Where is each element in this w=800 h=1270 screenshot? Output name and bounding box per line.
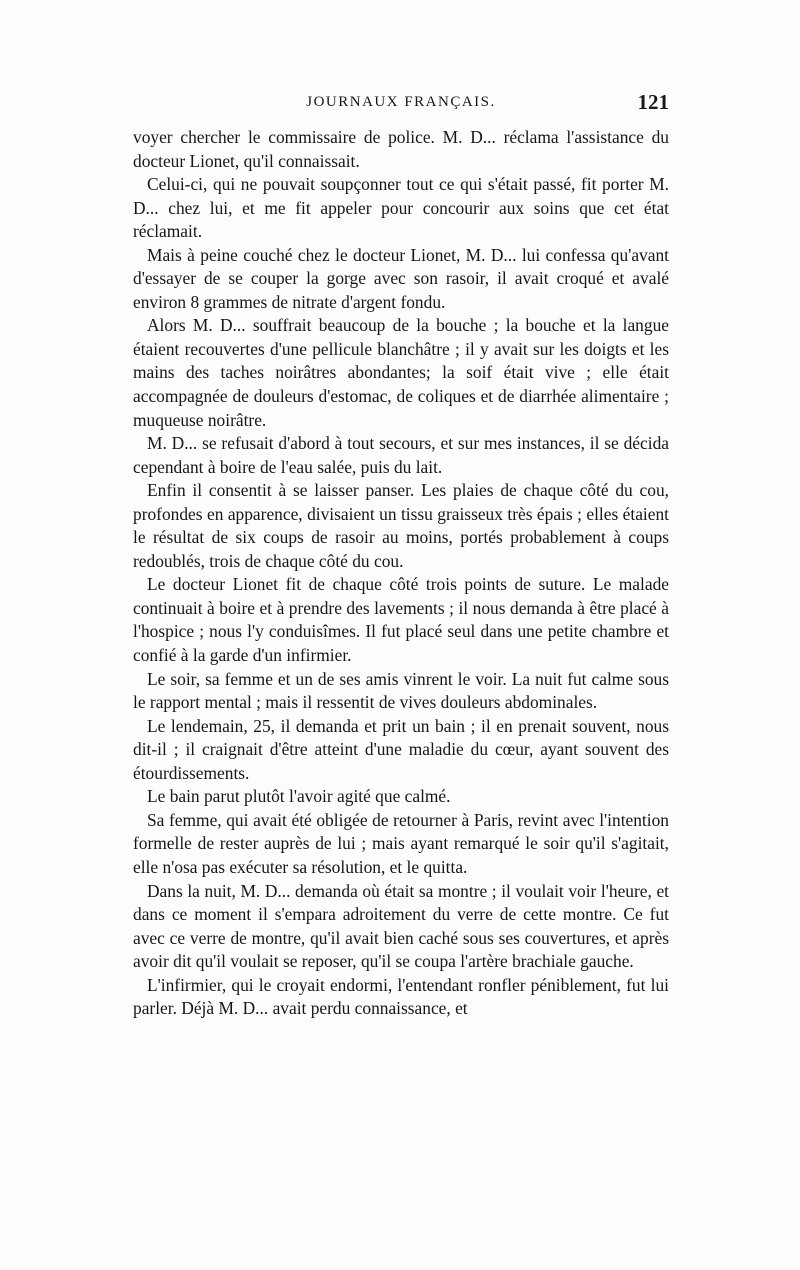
paragraph-8: Le soir, sa femme et un de ses amis vinrent le voir. La nuit fut calme sous le rapport mental ; mais il ressentit de vives douleurs abdominales. — [133, 668, 669, 713]
paragraph-12: Dans la nuit, M. D... demanda où était sa montre ; il voulait voir l'heure, et dans ce moment il s'empara adroitement du verre de cette montre. Ce fut avec ce verre de montre, qu'il avait bien caché sous ses couvertures, et après avoir dit qu'il voulait se reposer, qu'il se coupa l'artère brachiale gauche. — [133, 880, 669, 972]
paragraph-11: Sa femme, qui avait été obligée de retourner à Paris, revint avec l'intention formelle de rester auprès de lui ; mais ayant remarqué le soir qu'il s'agitait, elle n'osa pas exécuter sa résolution, et le quitta. — [133, 809, 669, 877]
running-header — [133, 92, 669, 116]
paragraph-6: Enfin il consentit à se laisser panser. Les plaies de chaque côté du cou, profondes en apparence, divisaient un tissu graisseux très épais ; elles étaient le résultat de six coups de rasoir au moins, portés probablement à coups redoublés, trois de chaque côté du cou. — [133, 480, 669, 571]
paragraph-3: Mais à peine couché chez le docteur Lionet, M. D... lui confessa qu'avant d'essayer de se couper la gorge avec son rasoir, il avait croqué et avalé environ 8 grammes de nitrate d'argent fondu. — [133, 244, 669, 312]
paragraph-7: Le docteur Lionet fit de chaque côté trois points de suture. Le malade continuait à boire et à prendre des lavements ; il nous demanda à être placé à l'hospice ; nous l'y conduisîmes. Il fut placé seul dans une petite chambre et confié à la garde d'un infirmier. — [133, 574, 669, 666]
paragraph-2: Celui-ci, qui ne pouvait soupçonner tout ce qui s'était passé, fit porter M. D... chez lui, et me fit appeler pour concourir aux soins que cet état réclamait. — [133, 174, 669, 242]
paragraph-1: voyer chercher le commissaire de police. M. D... réclama l'assistance du docteur Lionet, qu'il connaissait. — [133, 127, 669, 171]
paragraph-10: Le bain parut plutôt l'avoir agité que calmé. — [147, 786, 451, 807]
page-number: 121 — [637, 90, 669, 114]
paragraph-13: L'infirmier, qui le croyait endormi, l'entendant ronfler péniblement, fut lui parler. Déjà M. D... avait perdu connaissance, et — [133, 974, 669, 1019]
running-title: JOURNAUX FRANÇAIS. — [306, 94, 496, 110]
paragraph-9: Le lendemain, 25, il demanda et prit un bain ; il en prenait souvent, nous dit-il ; il craignait d'être atteint d'une maladie du cœur, ayant souvent des étourdissements. — [133, 715, 669, 783]
paragraph-5: M. D... se refusait d'abord à tout secours, et sur mes instances, il se décida cependant à boire de l'eau salée, puis du lait. — [133, 433, 669, 477]
paragraph-4: Alors M. D... souffrait beaucoup de la bouche ; la bouche et la langue étaient recouvertes d'une pellicule blanchâtre ; il y avait sur les doigts et les mains des taches noirâtres abondantes; la soif était vive ; elle était accompagnée de douleurs d'estomac, de coliques et de diarrhée alimentaire ; muqueuse noirâtre. — [133, 315, 669, 430]
body-text — [133, 126, 669, 1021]
